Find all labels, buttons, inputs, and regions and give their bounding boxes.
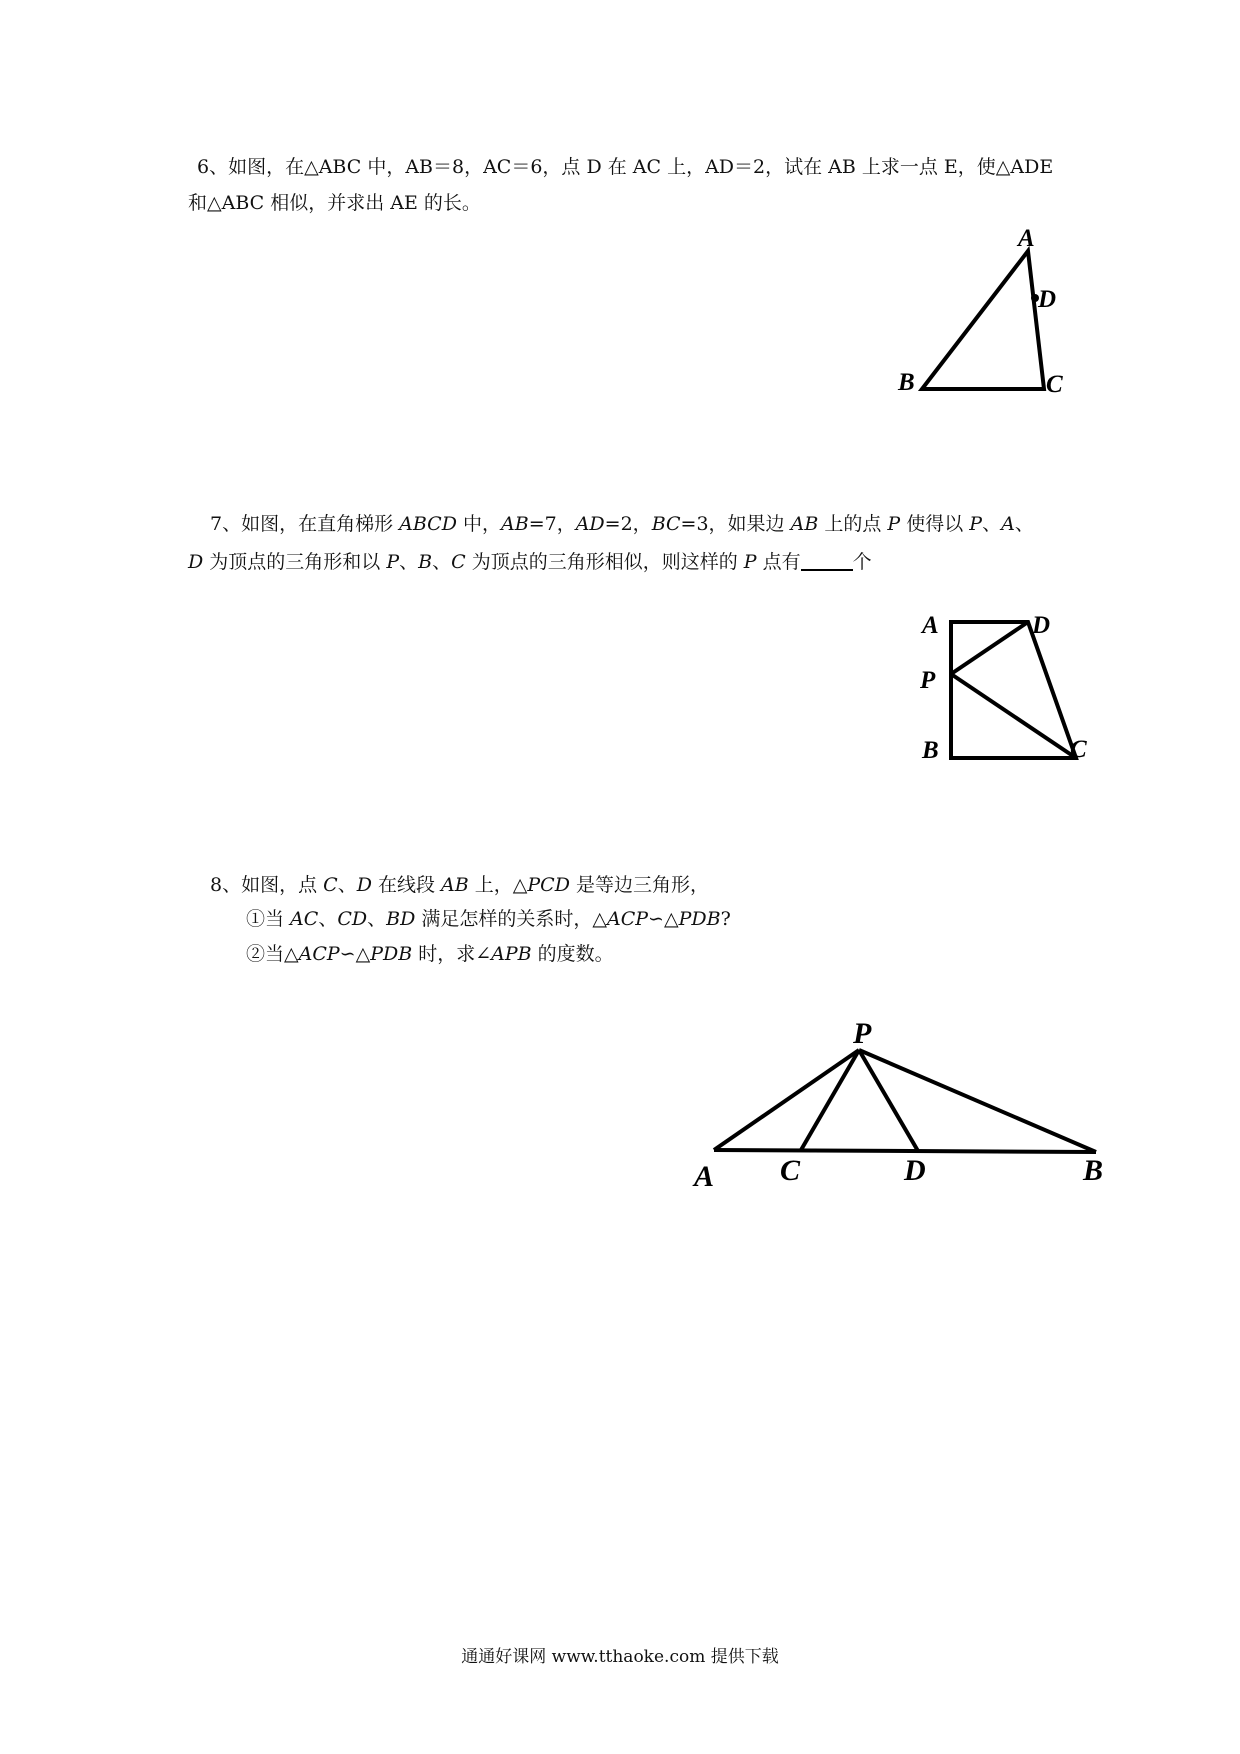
q8-line1: 8、如图，点 C、D 在线段 AB 上，△PCD 是等边三角形， [210,874,709,896]
q7-line2: D 为顶点的三角形和以 P、B、C 为顶点的三角形相似，则这样的 P 点有 个 [188,551,872,573]
footer-credit: 通通好课网 www.tthaoke.com 提供下载 [461,1647,779,1667]
label-q6-b: B [898,369,915,396]
label-q8-a: A [694,1160,715,1193]
label-q7-a: A [922,612,939,639]
triangle-abc [922,251,1044,389]
label-q8-d: D [904,1154,926,1187]
label-q6-d: D [1038,286,1057,313]
figure-q8 [714,1050,1096,1152]
segment-pb [859,1050,1096,1152]
q8-line3: ②当△ACP∽△PDB 时，求∠APB 的度数。 [246,943,614,965]
label-q8-p: P [853,1017,872,1050]
label-q6-a: A [1018,225,1035,252]
label-q7-b: B [922,737,939,764]
segment-pd [859,1050,918,1151]
segment-ab [714,1150,1096,1152]
figure-q7-trapezoid [951,622,1076,758]
q6-line1: 6、如图，在△ABC 中，AB＝8，AC＝6，点 D 在 AC 上，AD＝2，试在 AB 上求一点 E，使△ADE [197,156,1054,178]
label-q6-c: C [1046,371,1063,398]
segment-pc [951,674,1076,758]
label-q8-c: C [780,1154,801,1187]
label-q7-c: C [1070,736,1087,763]
segment-pa [714,1050,859,1150]
q7-line1: 7、如图，在直角梯形 ABCD 中，AB=7，AD=2，BC=3，如果边 AB 上的点 P 使得以 P、A、 [210,513,1034,535]
segment-pc [801,1050,859,1150]
trapezoid-abcd [951,622,1076,758]
label-q7-d: D [1032,612,1051,639]
q6-line2: 和△ABC 相似，并求出 AE 的长。 [188,192,481,214]
q8-line2: ①当 AC、CD、BD 满足怎样的关系时，△ACP∽△PDB? [246,908,731,930]
label-q7-p: P [920,667,936,694]
figure-q6-triangle [922,251,1044,389]
segment-pd [951,622,1028,674]
label-q8-b: B [1083,1154,1104,1187]
